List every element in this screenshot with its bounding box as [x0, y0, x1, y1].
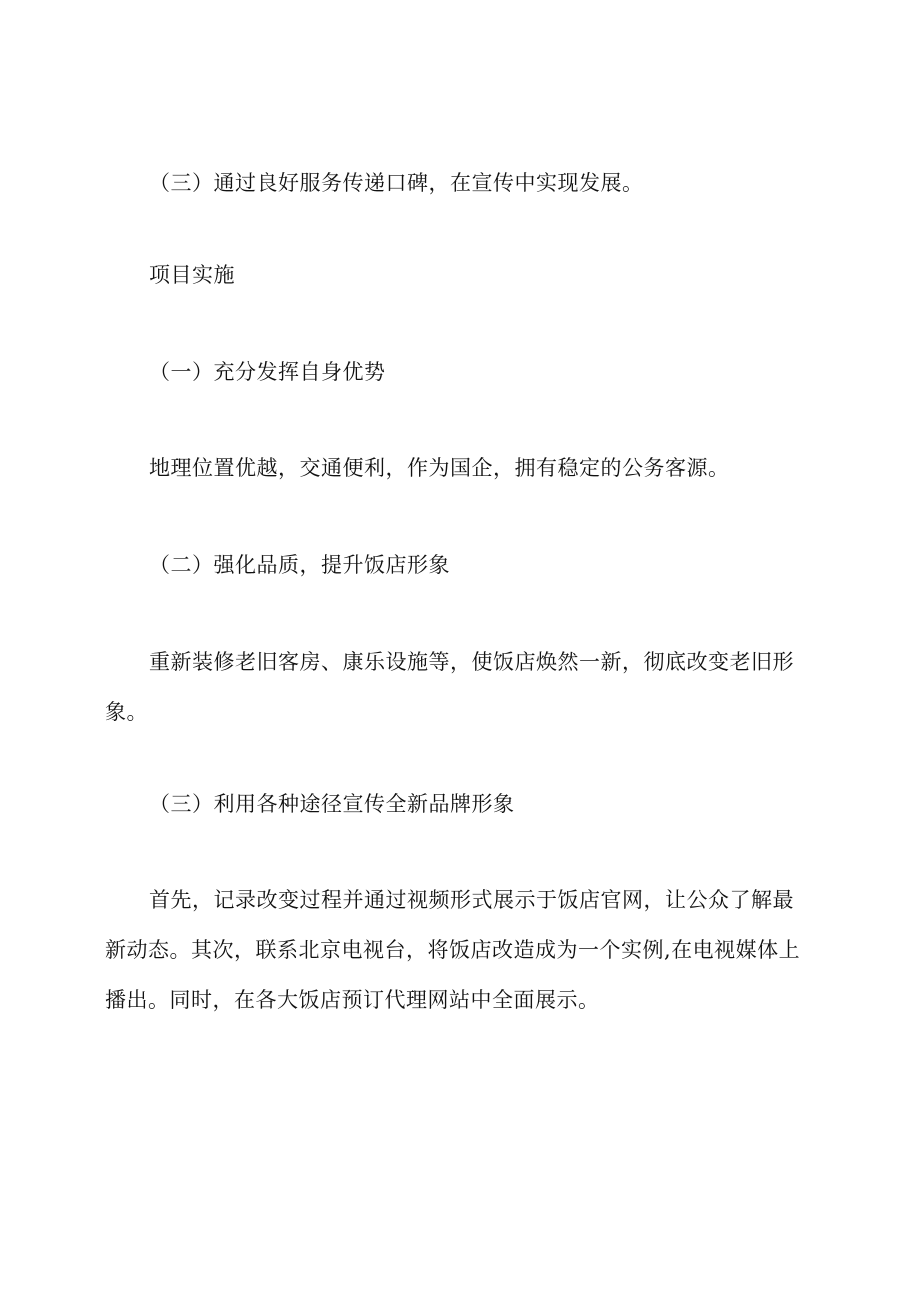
section-heading-implementation: 项目实施 — [149, 263, 235, 287]
subheading-promotion: （三）利用各种途径宣传全新品牌形象 — [149, 792, 515, 816]
subheading-advantages: （一）充分发挥自身优势 — [149, 360, 386, 384]
subheading-quality: （二）强化品质，提升饭店形象 — [149, 553, 450, 577]
paragraph-renovation: 重新装修老旧客房、康乐设施等，使饭店焕然一新，彻底改变老旧形象。 — [105, 650, 794, 724]
paragraph-location: 地理位置优越，交通便利，作为国企，拥有稳定的公务客源。 — [149, 456, 730, 480]
paragraph-promotion-details: 首先，记录改变过程并通过视频形式展示于饭店官网，让公众了解最新动态。其次，联系北京电视台，将饭店改造成为一个实例,在电视媒体上播出。同时，在各大饭店预订代理网站中全面展示。 — [105, 888, 801, 1012]
paragraph-word-of-mouth: （三）通过良好服务传递口碑，在宣传中实现发展。 — [149, 171, 644, 195]
